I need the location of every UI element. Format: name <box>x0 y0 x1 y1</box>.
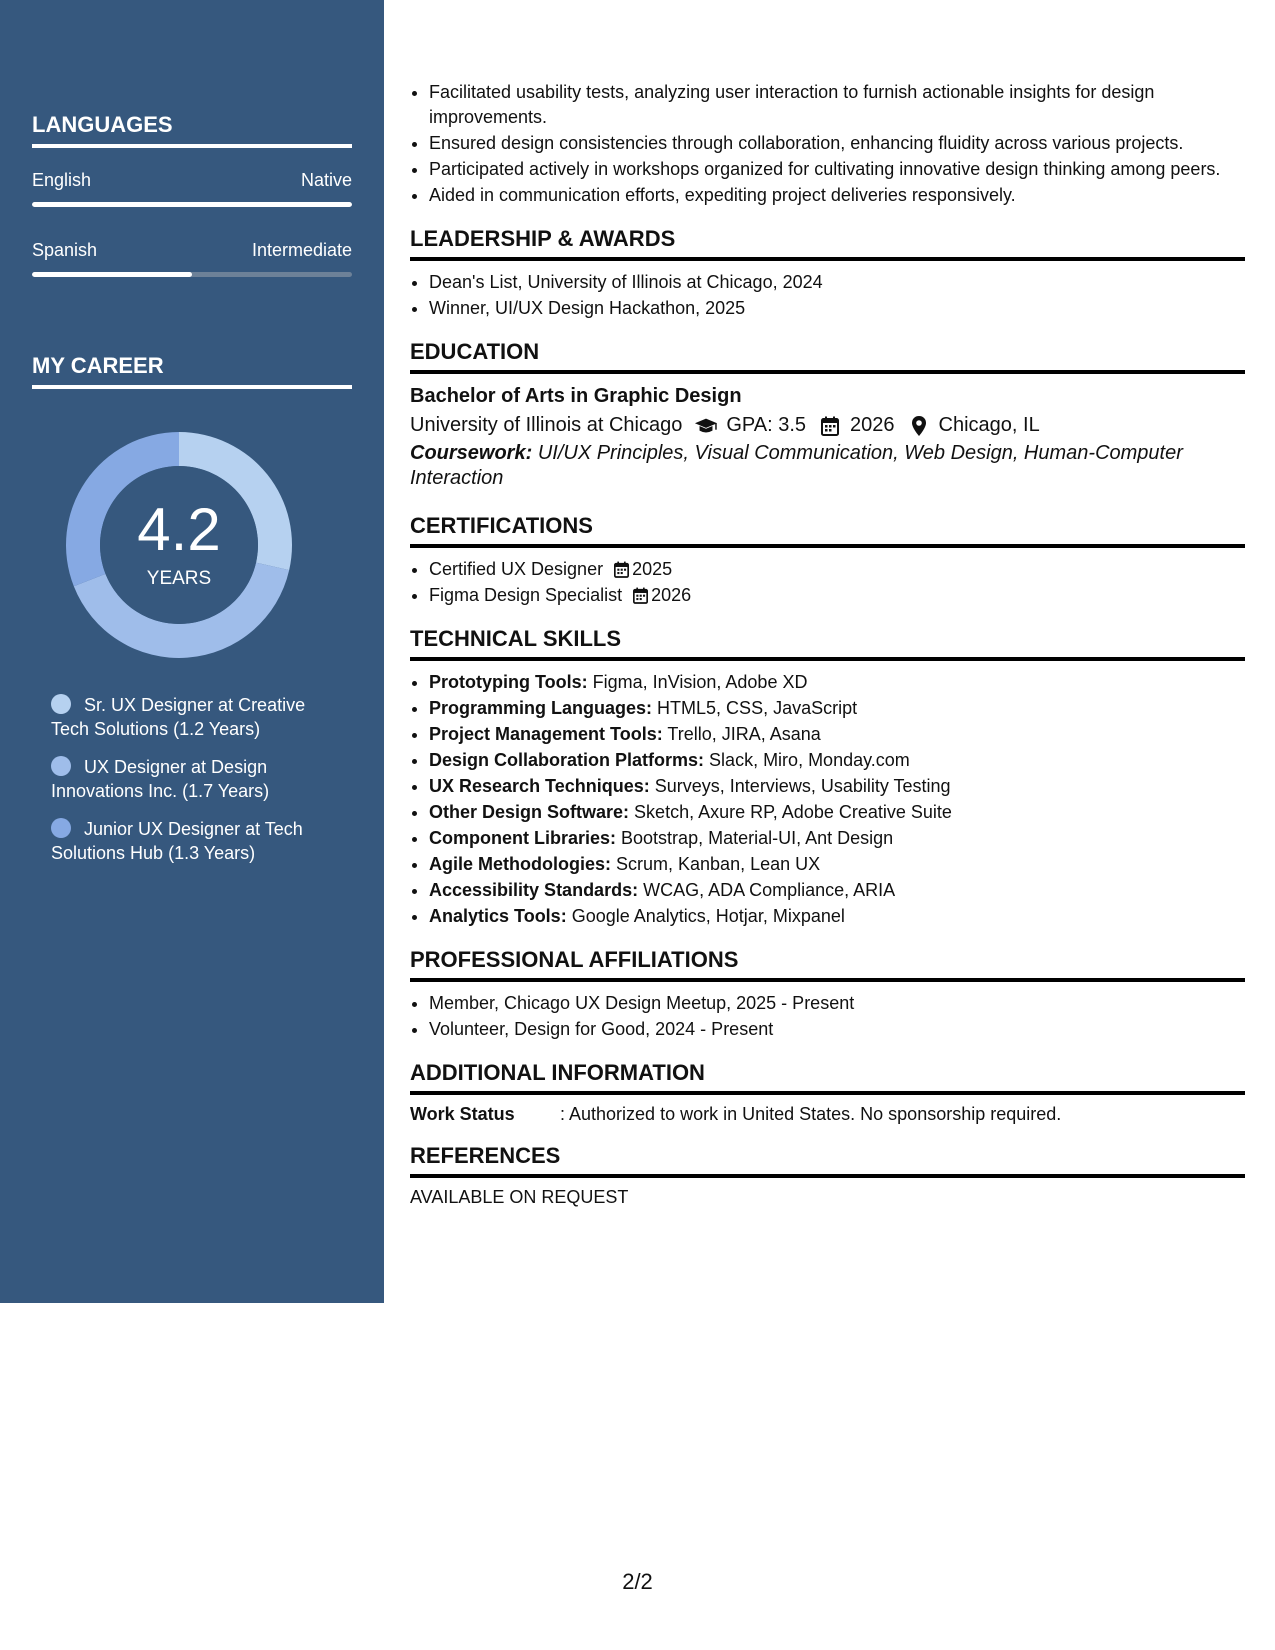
certification-item <box>429 583 1245 608</box>
work-status-row <box>410 1104 1245 1125</box>
experience-bullet: • Participated actively in workshops organized for cultivating innovative design thinking among peers. <box>429 157 1245 182</box>
calendar-icon <box>633 587 648 604</box>
sidebar <box>0 0 384 1303</box>
main-content <box>410 80 1245 1208</box>
language-bar-spanish <box>32 272 352 277</box>
affiliation-item: • Volunteer, Design for Good, 2024 - Present <box>429 1017 1245 1042</box>
career-unit-label: YEARS <box>146 568 212 589</box>
career-dot-icon <box>51 694 71 714</box>
experience-bullet: • Facilitated usability tests, analyzing user interaction to furnish actionable insights for design improvements. <box>429 80 1245 130</box>
career-heading: MY CAREER <box>32 353 352 389</box>
certification-year: 2025 <box>632 559 673 579</box>
certifications-list <box>410 557 1245 608</box>
career-total-years: 4.2 <box>137 496 221 563</box>
references-text: AVAILABLE ON REQUEST <box>410 1187 629 1207</box>
leadership-heading: LEADERSHIP & AWARDS <box>410 226 1245 261</box>
certification-name: • Figma Design Specialist <box>429 585 623 605</box>
additional-info-heading: ADDITIONAL INFORMATION <box>410 1060 1245 1095</box>
skill-item: • UX Research Techniques: Surveys, Interviews, Usability Testing <box>429 774 1245 799</box>
work-status-label: Work Status <box>410 1104 515 1124</box>
career-list <box>51 693 341 879</box>
certification-item <box>429 557 1245 582</box>
language-name: Spanish <box>32 240 98 260</box>
skill-item: • Prototyping Tools: Figma, InVision, Adobe XD <box>429 670 1245 695</box>
language-bar-fill <box>32 202 352 207</box>
skill-item: • Accessibility Standards: WCAG, ADA Compliance, ARIA <box>429 878 1245 903</box>
references-heading: REFERENCES <box>410 1143 1245 1178</box>
skill-item: • Project Management Tools: Trello, JIRA, Asana <box>429 722 1245 747</box>
skill-item: • Other Design Software: Sketch, Axure RP, Adobe Creative Suite <box>429 800 1245 825</box>
experience-bullets <box>410 80 1245 208</box>
location-pin-icon <box>907 414 931 438</box>
education-gpa: GPA: 3.5 <box>726 414 807 436</box>
education-school: University of Illinois at Chicago <box>410 414 683 436</box>
education-degree: Bachelor of Arts in Graphic Design <box>410 385 742 407</box>
skill-item: • Programming Languages: HTML5, CSS, JavaScript <box>429 696 1245 721</box>
coursework-label: Coursework: <box>410 442 533 464</box>
coursework-list: UI/UX Principles, Visual Communication, Web Design, Human-Computer Interaction <box>410 442 1183 489</box>
language-row-english <box>32 170 352 191</box>
leadership-item: • Dean's List, University of Illinois at Chicago, 2024 <box>429 270 1245 295</box>
skill-item: • Agile Methodologies: Scrum, Kanban, Lean UX <box>429 852 1245 877</box>
experience-bullet: • Ensured design consistencies through collaboration, enhancing fluidity across various projects. <box>429 131 1245 156</box>
affiliations-heading: PROFESSIONAL AFFILIATIONS <box>410 947 1245 982</box>
calendar-icon <box>614 561 629 578</box>
page-number: 2/2 <box>622 1569 653 1594</box>
affiliation-item: • Member, Chicago UX Design Meetup, 2025 - Present <box>429 991 1245 1016</box>
education-coursework <box>410 441 1245 491</box>
language-bar-english <box>32 202 352 207</box>
language-bar-fill <box>32 272 192 277</box>
languages-heading: LANGUAGES <box>32 112 352 148</box>
certification-year: 2026 <box>651 585 692 605</box>
career-item: Sr. UX Designer at Creative Tech Solutions (1.2 Years) <box>51 695 306 739</box>
skills-heading: TECHNICAL SKILLS <box>410 626 1245 661</box>
education-heading: EDUCATION <box>410 339 1245 374</box>
career-dot-icon <box>51 756 71 776</box>
language-row-spanish <box>32 240 352 261</box>
skills-list <box>410 670 1245 929</box>
skill-item: • Design Collaboration Platforms: Slack, Miro, Monday.com <box>429 748 1245 773</box>
leadership-list <box>410 270 1245 321</box>
calendar-icon <box>818 414 842 438</box>
language-level: Native <box>300 170 352 190</box>
skill-item: • Component Libraries: Bootstrap, Material-UI, Ant Design <box>429 826 1245 851</box>
certifications-heading: CERTIFICATIONS <box>410 513 1245 548</box>
certification-name: • Certified UX Designer <box>429 559 604 579</box>
graduation-cap-icon <box>694 414 718 438</box>
education-location: Chicago, IL <box>938 414 1040 436</box>
experience-bullet: • Aided in communication efforts, expediting project deliveries responsively. <box>429 183 1245 208</box>
work-status-value: : Authorized to work in United States. No sponsorship required. <box>560 1104 1062 1124</box>
leadership-item: • Winner, UI/UX Design Hackathon, 2025 <box>429 296 1245 321</box>
career-item: UX Designer at Design Innovations Inc. (1.7 Years) <box>51 757 270 801</box>
education-year: 2026 <box>850 414 895 436</box>
career-dot-icon <box>51 818 71 838</box>
skill-item: • Analytics Tools: Google Analytics, Hotjar, Mixpanel <box>429 904 1245 929</box>
career-item: Junior UX Designer at Tech Solutions Hub (1.3 Years) <box>51 819 303 863</box>
education-details <box>410 410 1245 441</box>
language-name: English <box>32 170 92 190</box>
language-level: Intermediate <box>251 240 352 260</box>
affiliations-list <box>410 991 1245 1042</box>
